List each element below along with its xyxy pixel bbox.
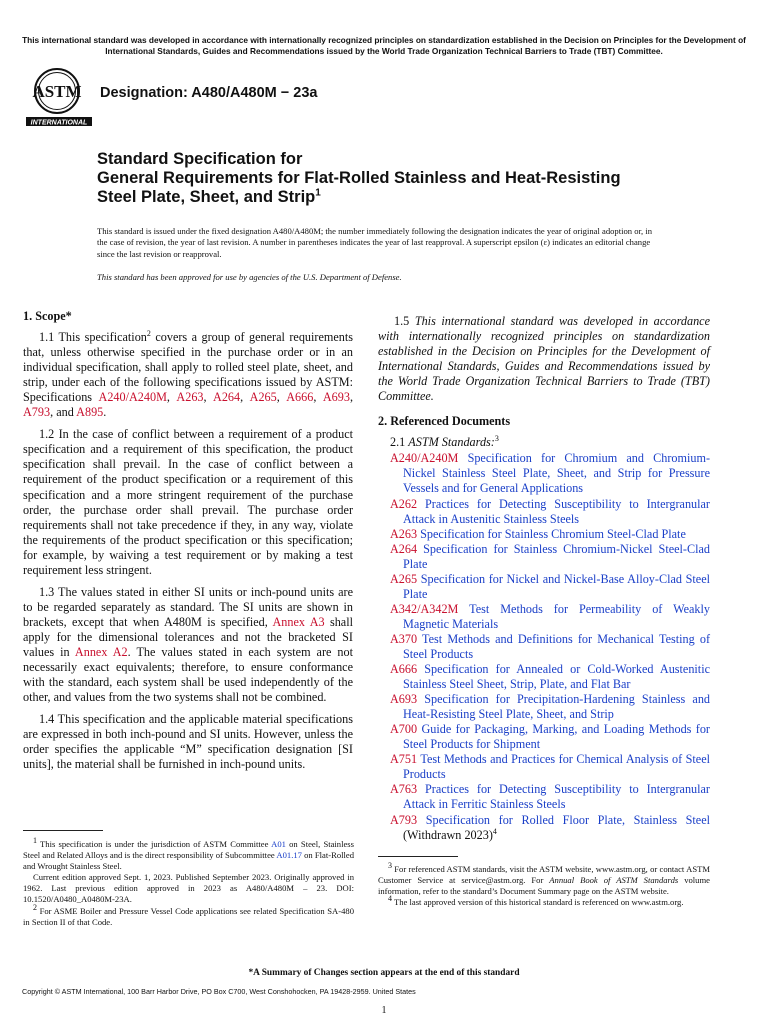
reference-title-link[interactable]: Specification for Precipitation-Hardening Stainless and Heat-Resisting Steel Plate, Sheet, and Strip — [403, 692, 711, 722]
footnote-4: $^4$ The last approved version of this historical standard is referenced on www.astm.org. — [388, 894, 684, 908]
designation: Designation: A480/A480M − 23a — [100, 85, 318, 101]
reference-item — [378, 632, 710, 662]
link-annex-a2[interactable]: Annex A2 — [74, 644, 128, 659]
link-a263[interactable]: A263 — [176, 390, 204, 405]
title-line-1: Standard Specification for — [97, 150, 303, 168]
reference-item — [378, 813, 710, 843]
reference-item — [378, 542, 710, 572]
para-1-4: 1.4 This specification and the applicable material specifications are expressed in both inch-pound and SI units. However, unless the order specifies the applicable “M” specification designation [SI units], the material shall be furnished in inch-pound units. — [23, 712, 353, 772]
para-1-3: 1.3 The values stated in either SI units or inch-pound units are to be regarded separately as standard. The SI units are shown in brackets, except that when A480M is specified, Annex A3 shall apply for the dimensional tolerances and not the bracketed SI values in Annex A2. The values stated in each system are not necessarily exact equivalents; therefore, to ensure conformance with the standard, each system shall be used independently of the other, and values from the two systems shall not be combined. — [23, 584, 353, 705]
reference-title-link[interactable]: Test Methods for Permeability of Weakly Magnetic Materials — [403, 601, 710, 631]
scope-heading: 1. Scope* — [23, 309, 72, 323]
reference-item — [378, 572, 710, 602]
reference-title-link[interactable]: Test Methods and Definitions for Mechanical Testing of Steel Products — [403, 631, 710, 661]
footnote-2: $^2$ For ASME Boiler and Pressure Vessel Code applications see related Specification SA-480 in Section II of that Code. — [23, 902, 354, 927]
logo-brand: ASTM — [32, 82, 82, 101]
tbt-notice: This international standard was developed in accordance with internationally recognized principles on standardization established in the Decision on Principles for the Development of International Standards, Guides and Recommendations issued by the World Trade Organization Technical Barriers to Trade (TBT) Committee. — [22, 35, 746, 56]
reference-item — [378, 497, 710, 527]
reference-title-link[interactable]: Specification for Annealed or Cold-Worked Austenitic Stainless Steel Sheet, Strip, Plate, and Flat Bar — [403, 662, 710, 692]
reference-item — [378, 692, 710, 722]
footnotes-left — [23, 836, 355, 928]
reference-title-link[interactable]: Specification for Nickel and Nickel-Base Alloy-Clad Steel Plate — [403, 571, 710, 601]
astm-standards-label: 2.1 ASTM Standards:$^3$ — [390, 434, 499, 450]
logo-caption: INTERNATIONAL — [30, 119, 88, 127]
refdocs-heading: 2. Referenced Documents — [378, 414, 511, 429]
reference-code-link[interactable]: A793 — [390, 812, 418, 827]
issued-note: This standard is issued under the fixed designation A480/A480M; the number immediately following the designation indicates the year of original adoption or, in the case of revision, the year of last revision. A number in parentheses indicates the year of last reapproval. A superscript epsilon (ε) indicates an editorial change since the last revision or reapproval. — [97, 226, 653, 259]
footnote-1: $^1$ This specification is under the jurisdiction of ASTM Committee A01 on Steel, Stainless Steel and Related Alloys and is the direct responsibility of Subcommittee A01.17 on Flat-Rolled and Wrought Stainless Steel. — [23, 836, 355, 872]
astm-logo — [24, 66, 94, 128]
reference-code-link[interactable]: A262 — [390, 496, 418, 511]
left-column — [23, 309, 353, 779]
link-a264[interactable]: A264 — [213, 390, 241, 405]
right-column — [378, 314, 710, 843]
reference-item — [378, 662, 710, 692]
link-a265[interactable]: A265 — [249, 390, 277, 405]
para-1-5: 1.5 This international standard was developed in accordance with internationally recognized principles on standardization established in the Decision on Principles for the Development of International Standards, Guides and Recommendations issued by the World Trade Organization Technical Barriers to Trade (TBT) Committee. — [378, 314, 711, 404]
dod-note: This standard has been approved for use by agencies of the U.S. Department of Defense. — [97, 272, 402, 282]
standard-title — [97, 150, 657, 207]
para-1-2: 1.2 In the case of conflict between a requirement of a product specification and a requirement of this specification, the product specification shall prevail. In the case of conflict between a requirement of the product specification or a requirement of this specification and a more stringent requirement of the purchase order, the purchase order shall prevail. The purchase order requirements shall not take precedence if they, in any way, violate the requirements of the product specification or this specification; for example, by waiving a test requirement or by making a test requirement less stringent. — [23, 427, 353, 577]
footnote-3: $^3$ For referenced ASTM standards, visit the ASTM website, www.astm.org, or contact ASTM Customer Service at service@astm.org. For Annual Book of ASTM Standards volume information, refer to the standard’s Document Summary page on the ASTM website. — [378, 861, 710, 897]
reference-title-link[interactable]: Specification for Chromium and Chromium-Nickel Stainless Steel Plate, Sheet, and Strip for Pressure Vessels and for General Applications — [403, 451, 711, 496]
reference-footnote-mark: 4 — [492, 826, 497, 836]
link-a01-17[interactable]: A01.17 — [276, 850, 302, 861]
reference-withdrawn-note: (Withdrawn 2023) — [403, 827, 493, 842]
reference-code-link[interactable]: A763 — [390, 782, 418, 797]
reference-title-link[interactable]: Guide for Packaging, Marking, and Loading Methods for Steel Products for Shipment — [403, 722, 710, 752]
footnote-rule-left — [23, 830, 103, 831]
reference-item — [378, 752, 710, 782]
reference-title-link[interactable]: Specification for Stainless Chromium-Nickel Steel-Clad Plate — [403, 541, 711, 571]
reference-item — [378, 527, 710, 542]
para-1-1: 1.1 This specification$^2$ covers a group of general requirements that, unless otherwise specified in the purchase order or in an individual specification, shall apply to rolled steel plate, sheet, and strip, under each of the following specifications issued by ASTM: Specifications A240/A240M, A263, A264, A265, A666, A693, A793, and A895. — [23, 328, 353, 420]
reference-item — [378, 722, 710, 752]
reference-code-link[interactable]: A370 — [390, 631, 418, 646]
reference-code-link[interactable]: A264 — [390, 541, 418, 556]
link-a693[interactable]: A693 — [322, 390, 350, 405]
reference-code-link[interactable]: A342/A342M — [390, 601, 459, 616]
reference-code-link[interactable]: A700 — [390, 722, 418, 737]
reference-code-link[interactable]: A666 — [390, 662, 418, 677]
reference-code-link[interactable]: A693 — [390, 692, 418, 707]
footnotes-right — [378, 861, 710, 908]
link-a240[interactable]: A240/A240M — [98, 390, 167, 405]
reference-list — [378, 451, 710, 842]
link-a01[interactable]: A01 — [271, 839, 286, 849]
copyright: Copyright © ASTM International, 100 Barr Harbor Drive, PO Box C700, West Conshohocken, PA 19428-2959. United States — [22, 987, 416, 996]
reference-item — [378, 451, 710, 496]
link-a895[interactable]: A895 — [76, 405, 104, 420]
reference-code-link[interactable]: A265 — [390, 571, 418, 586]
footnote-rule-right — [378, 856, 458, 857]
reference-title-link[interactable]: Practices for Detecting Susceptibility to Intergranular Attack in Austenitic Stainless Steels — [403, 496, 710, 526]
reference-title-link[interactable]: Specification for Rolled Floor Plate, Stainless Steel — [425, 812, 710, 827]
reference-title-link[interactable]: Practices for Detecting Susceptibility to Intergranular Attack in Ferritic Stainless Steels — [403, 782, 710, 812]
reference-code-link[interactable]: A751 — [390, 752, 418, 767]
reference-title-link[interactable]: Test Methods and Practices for Chemical Analysis of Steel Products — [403, 752, 710, 782]
footnote-1-edition: Current edition approved Sept. 1, 2023. Published September 2023. Originally approved in 1962. Last previous edition approved in 2023 as A480/A480M – 23. DOI: 10.1520/A0480_A0480M-23A. — [23, 872, 354, 905]
summary-of-changes-note: *A Summary of Changes section appears at the end of this standard — [248, 968, 520, 978]
link-a666[interactable]: A666 — [286, 390, 314, 405]
reference-item — [378, 602, 710, 632]
reference-title-link[interactable]: Specification for Stainless Chromium Steel-Clad Plate — [420, 526, 686, 541]
reference-item — [378, 782, 710, 812]
reference-code-link[interactable]: A263 — [390, 526, 418, 541]
reference-code-link[interactable]: A240/A240M — [390, 451, 459, 466]
title-line-2: General Requirements for Flat-Rolled Stainless and Heat-Resisting Steel Plate, Sheet, and Strip$^1$ — [97, 169, 621, 206]
link-a793[interactable]: A793 — [23, 405, 51, 420]
link-annex-a3[interactable]: Annex A3 — [272, 614, 325, 629]
page-number: 1 — [381, 1005, 387, 1016]
